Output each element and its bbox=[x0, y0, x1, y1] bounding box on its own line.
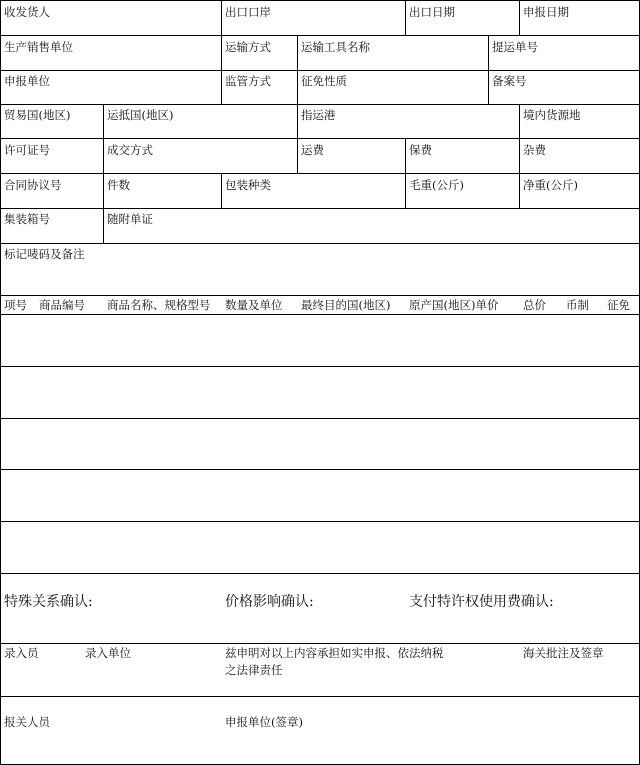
rule bbox=[405, 138, 406, 208]
rule bbox=[0, 138, 640, 139]
rule bbox=[0, 173, 640, 174]
rule bbox=[297, 35, 298, 104]
customs-approval-label: 海关批注及签章 bbox=[523, 646, 604, 660]
rule bbox=[0, 643, 640, 644]
rule bbox=[0, 243, 640, 244]
rule bbox=[0, 418, 640, 419]
rule bbox=[0, 104, 640, 105]
origin-price-header: 原产国(地区)单价 bbox=[409, 298, 499, 312]
domestic-source-label: 境内货源地 bbox=[523, 108, 581, 122]
declaring-unit-seal-label: 申报单位(签章) bbox=[225, 715, 303, 729]
currency-header: 币制 bbox=[566, 298, 589, 312]
entry-unit-label: 录入单位 bbox=[85, 646, 131, 660]
container-no-label: 集装箱号 bbox=[4, 212, 50, 226]
rule bbox=[0, 521, 640, 522]
declaration-statement-line2: 之法律责任 bbox=[225, 663, 283, 677]
levy-header: 征免 bbox=[607, 298, 630, 312]
transport-mode-label: 运输方式 bbox=[225, 40, 271, 54]
special-relation-confirm: 特殊关系确认: bbox=[4, 594, 93, 610]
declarant-label: 申报单位 bbox=[4, 74, 50, 88]
transaction-mode-label: 成交方式 bbox=[107, 143, 153, 157]
rule bbox=[0, 573, 640, 574]
bill-no-label: 提运单号 bbox=[492, 40, 538, 54]
rule bbox=[488, 35, 489, 104]
qty-unit-header: 数量及单位 bbox=[225, 298, 283, 312]
misc-fees-label: 杂费 bbox=[523, 143, 546, 157]
vehicle-name-label: 运输工具名称 bbox=[301, 40, 370, 54]
rule bbox=[0, 295, 640, 296]
producer-label: 生产销售单位 bbox=[4, 40, 73, 54]
port-dest-label: 指运港 bbox=[301, 108, 336, 122]
rule bbox=[0, 469, 640, 470]
license-no-label: 许可证号 bbox=[4, 143, 50, 157]
dest-country-label: 运抵国(地区) bbox=[107, 108, 174, 122]
rule bbox=[0, 0, 640, 1]
total-header: 总价 bbox=[523, 298, 546, 312]
freight-label: 运费 bbox=[301, 143, 324, 157]
rule bbox=[221, 173, 222, 208]
rule bbox=[519, 104, 520, 208]
insurance-label: 保费 bbox=[409, 143, 432, 157]
marks-remarks-label: 标记唛码及备注 bbox=[4, 247, 85, 261]
rule bbox=[0, 70, 640, 71]
consignor-label: 收发货人 bbox=[4, 5, 50, 19]
export-date-label: 出口日期 bbox=[409, 5, 455, 19]
item-no-header: 项号 bbox=[4, 298, 27, 312]
customs-broker-label: 报关人员 bbox=[4, 715, 50, 729]
package-type-label: 包装种类 bbox=[225, 178, 271, 192]
price-influence-confirm: 价格影响确认: bbox=[225, 594, 314, 610]
rule bbox=[103, 104, 104, 243]
name-spec-header: 商品名称、规格型号 bbox=[107, 298, 211, 312]
rule bbox=[0, 208, 640, 209]
rule bbox=[0, 35, 640, 36]
contract-no-label: 合同协议号 bbox=[4, 178, 62, 192]
packages-label: 件数 bbox=[107, 178, 130, 192]
tax-nature-label: 征免性质 bbox=[301, 74, 347, 88]
declaration-statement-line1: 兹申明对以上内容承担如实申报、依法纳税 bbox=[225, 646, 444, 660]
rule bbox=[297, 104, 298, 173]
record-no-label: 备案号 bbox=[492, 74, 527, 88]
rule bbox=[405, 0, 406, 35]
rule bbox=[0, 366, 640, 367]
rule bbox=[0, 314, 640, 315]
final-dest-header: 最终目的国(地区) bbox=[301, 298, 391, 312]
attached-docs-label: 随附单证 bbox=[107, 212, 153, 226]
royalty-confirm: 支付特许权使用费确认: bbox=[409, 594, 554, 610]
trade-country-label: 贸易国(地区) bbox=[4, 108, 71, 122]
declare-date-label: 申报日期 bbox=[523, 5, 569, 19]
rule bbox=[519, 0, 520, 35]
commodity-code-header: 商品编号 bbox=[39, 298, 85, 312]
gross-weight-label: 毛重(公斤) bbox=[409, 178, 464, 192]
net-weight-label: 净重(公斤) bbox=[523, 178, 578, 192]
supervision-mode-label: 监管方式 bbox=[225, 74, 271, 88]
entry-clerk-label: 录入员 bbox=[4, 646, 39, 660]
rule bbox=[221, 0, 222, 104]
rule bbox=[0, 696, 640, 697]
export-port-label: 出口口岸 bbox=[225, 5, 271, 19]
rule bbox=[0, 0, 1, 765]
